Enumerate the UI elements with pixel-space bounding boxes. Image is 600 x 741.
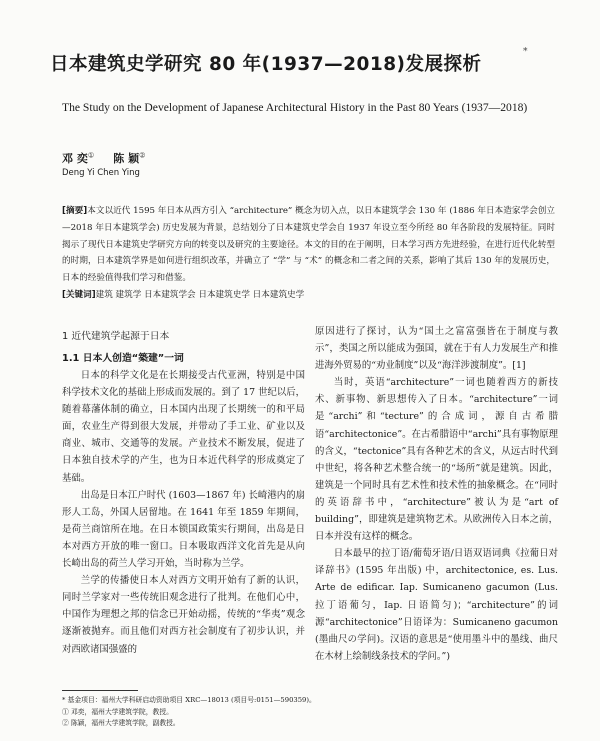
affiliation-mark: ② bbox=[139, 151, 146, 160]
abstract-text: 本文以近代 1595 年日本从西方引入 “architecture” 概念为切入点，以日本建筑学会 130 年 (1886 年日本造家学会创立—2018 年日本建筑学会) 历史发展为背景，总结划分了日本建筑史学会自 1937 年设立至今所经 80 年各阶段的发展特征。同时揭示了现代日本建筑史学研究方向的转变以及研究的主要途径。本文的目的在于阐明，日本学习西方先进经验，在进行近代化转型的时期，日本建筑学界是如何进行组织改革，并确立了 “学” 与 “术” 的概念和二者之间的关系，影响了其后 130 年的发展历史，日本的经验值得我们学习和借鉴。 bbox=[62, 206, 555, 284]
footnote-divider bbox=[62, 690, 138, 691]
keywords-label: [关键词] bbox=[62, 290, 96, 300]
author-list bbox=[62, 150, 145, 166]
footnote: ② 陈颖，福州大学建筑学院，副教授。 bbox=[62, 719, 180, 728]
corner-mark: * bbox=[523, 47, 528, 57]
footnote: * 基金项目：福州大学科研启动资助项目 XRC—18013 (项目号:0151—590359)。 bbox=[62, 696, 316, 704]
keywords-text: 建筑 建筑学 日本建筑学会 日本建筑史学 日本建筑史学 bbox=[95, 290, 305, 300]
paragraph: 出岛是日本江户时代 (1603—1867 年) 长崎港内的扇形人工岛，外国人居留地。在 1641 年至 1859 年期间，是荷兰商馆所在地。在日本锁国政策实行期间，出岛是日本对西方开放的唯一窗口。日本吸取西洋文化首先是从向长崎出岛的荷兰人学习开始，当时称为兰学。 bbox=[62, 489, 305, 570]
right-column bbox=[315, 323, 558, 665]
footnotes bbox=[62, 695, 362, 730]
article-title: 日本建筑史学研究 80 年(1937—2018)发展探析 bbox=[50, 54, 482, 75]
english-title: The Study on the Development of Japanese Architectural History in the Past 80 Years (1937—2018) bbox=[62, 101, 528, 114]
footnote: ① 邓奕，福州大学建筑学院，教授。 bbox=[62, 707, 173, 716]
abstract bbox=[62, 203, 555, 287]
section-heading: 1 近代建筑学起源于日本 bbox=[62, 331, 170, 342]
abstract-label: [摘要] bbox=[62, 206, 88, 216]
paragraph: 兰学的传播使日本人对西方文明开始有了新的认识，同时兰学家对一些传统旧观念进行了批判。在他们心中，中国作为理想之邦的信念已开始动摇，传统的“华夷”观念逐渐被抛弃。而且他们对西方社会制度有了初步认识，并对西欧诸国强盛的 bbox=[62, 575, 305, 655]
subsection-heading: 1.1 日本人创造“築建”一词 bbox=[62, 353, 184, 364]
author-list-english: Deng Yi Chen Ying bbox=[62, 168, 140, 178]
affiliation-mark: ① bbox=[87, 151, 95, 160]
left-column bbox=[62, 328, 305, 658]
paragraph: 日本最早的拉丁语/葡萄牙语/日语双语词典《拉葡日对译辞书》(1595 年出版) 中，architectonice, es. Lus. Arte de edificar. Iap. Sumicaneno gacumon (Lus. 拉丁语葡匀，Iap. 日语简匀)；“architecture”的词源“architectonice”日语译为：Sumicaneno gacumon (墨曲尺の学问)。汉语的意思是“使用墨斗中的墨线、曲尺在木材上绘制线条技术的学问。”) bbox=[315, 548, 558, 662]
author-name: 邓 奕 bbox=[62, 152, 88, 165]
keywords bbox=[62, 287, 555, 303]
paragraph: 日本的科学文化是在长期接受古代亚洲，特别是中国科学技术文化的基础上形成而发展的。到了 17 世纪以后，随着幕藩体制的确立，日本国内出现了长期统一的和平局面，农业生产得到很大发展，并带动了手工业、矿业以及商业、城市、交通等的发展。产业技术不断发展，促进了日本独自技术学的产生，也为日本近代科学的形成奠定了基础。 bbox=[62, 370, 305, 484]
paragraph: 当时，英语“architecture”一词也随着西方的新技术、新事物、新思想传入了日本。“architecture”一词是“archi”和“tecture”的合成词，源自古希腊语“architectonice”。在古希腊语中“archi”具有事物原理的含义，“tectonice”具有各种艺术的含义，从远古时代到中世纪，将各种艺术整合统一的“场所”就是建筑。因此，建筑是一个同时具有艺术性和技术性的抽象概念。在“同时的英语辞书中，“architecture”被认为是“art of building”，即建筑是建筑物艺术。从欧洲传入日本之前，日本并没有这样的概念。 bbox=[315, 377, 558, 543]
paragraph: 原因进行了探讨，认为“国土之富富强皆在于制度与教示”，类国之所以能成为强国，就在于有人力发展生产和推进海外贸易的“劝业制度”以及“海洋涉渡制度”。[1] bbox=[315, 326, 558, 372]
author-name: 陈 颖 bbox=[113, 152, 140, 165]
